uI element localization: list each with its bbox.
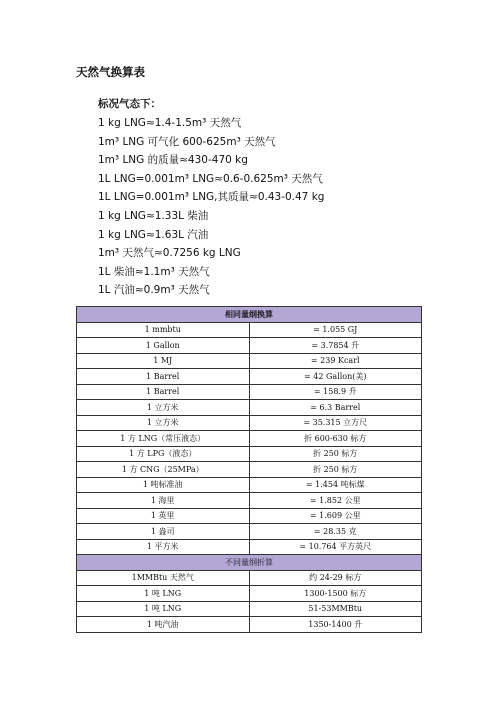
table-row — [77, 446, 422, 462]
table-cell: 1 Barrel — [77, 369, 250, 385]
table-cell: 折 600-630 标方 — [249, 431, 422, 447]
table-cell: 1 立方米 — [77, 415, 250, 431]
table-row — [77, 369, 422, 385]
table-cell: = 42 Gallon(美) — [249, 369, 422, 385]
conversion-line: 1L LNG=0.001m³ LNG≈0.6-0.625m³ 天然气 — [98, 172, 323, 185]
conversion-line: 1m³ LNG 可气化 600-625m³ 天然气 — [98, 135, 276, 148]
table-row — [77, 539, 422, 555]
table-cell: 1 海里 — [77, 493, 250, 509]
table-cell: 1 Barrel — [77, 384, 250, 400]
table-cell: 1 吨 LNG — [77, 601, 250, 617]
conversion-list — [98, 114, 324, 300]
conversion-line: 1 kg LNG≈1.4-1.5m³ 天然气 — [98, 117, 242, 129]
table-row — [77, 415, 422, 431]
table-row — [77, 524, 422, 540]
table-cell: = 3.7854 升 — [249, 338, 422, 354]
table-row — [77, 493, 422, 509]
conversion-line: 1 kg LNG≈1.63L 汽油 — [98, 228, 209, 241]
table-cell: 1 英里 — [77, 508, 250, 524]
table-row — [77, 431, 422, 447]
table-row — [77, 400, 422, 416]
conversion-table — [76, 306, 422, 633]
section-header-different-dimension: 不同量纲折算 — [77, 555, 422, 571]
table-cell: 1 mmbtu — [77, 322, 250, 338]
table-cell: 折 250 标方 — [249, 462, 422, 478]
table-row — [77, 462, 422, 478]
table-cell: 1 方 CNG（25MPa） — [77, 462, 250, 478]
conversion-line: 1L LNG=0.001m³ LNG,其质量≈0.43-0.47 kg — [98, 191, 325, 204]
table-cell: 1 盎司 — [77, 524, 250, 540]
table-cell: = 239 Kcarl — [249, 353, 422, 369]
table-cell: 1300-1500 标方 — [249, 586, 422, 602]
table-cell: = 1.852 公里 — [249, 493, 422, 509]
table-row — [77, 508, 422, 524]
conditions-subtitle: 标况气态下： — [98, 98, 161, 110]
document-title: 天然气换算表 — [76, 65, 145, 79]
table-cell: = 1.055 GJ — [249, 322, 422, 338]
table-header-row — [77, 307, 422, 323]
table-row — [77, 586, 422, 602]
table-row — [77, 353, 422, 369]
table-cell: 1 方 LPG（液态） — [77, 446, 250, 462]
table-cell: = 1.609 公里 — [249, 508, 422, 524]
table-row — [77, 338, 422, 354]
table-row — [77, 322, 422, 338]
table-cell: 51-53MMBtu — [249, 601, 422, 617]
table-cell: 1 MJ — [77, 353, 250, 369]
table-cell: 1 立方米 — [77, 400, 250, 416]
table-cell: = 1.454 吨标煤 — [249, 477, 422, 493]
table-cell: = 35.315 立方尺 — [249, 415, 422, 431]
table-row — [77, 601, 422, 617]
table-header-row — [77, 555, 422, 571]
table-cell: 1 吨 LNG — [77, 586, 250, 602]
table-cell: 1 吨标准油 — [77, 477, 250, 493]
conversion-line: 1m³ LNG 的质量≈430-470 kg — [98, 154, 248, 167]
conversion-line: 1m³ 天然气≈0.7256 kg LNG — [98, 247, 241, 260]
table-cell: 1350-1400 升 — [249, 617, 422, 633]
table-cell: = 158.9 升 — [249, 384, 422, 400]
table-cell: = 28.35 克 — [249, 524, 422, 540]
table-cell: 1MMBtu 天然气 — [77, 570, 250, 586]
table-cell: 1 平方米 — [77, 539, 250, 555]
table-row — [77, 477, 422, 493]
table-row — [77, 617, 422, 633]
table-cell: 1 吨汽油 — [77, 617, 250, 633]
conversion-line: 1L 汽油≈0.9m³ 天然气 — [98, 284, 210, 297]
conversion-line: 1L 柴油≈1.1m³ 天然气 — [98, 265, 210, 278]
table-cell: 1 方 LNG（常压液态） — [77, 431, 250, 447]
table-cell: 折 250 标方 — [249, 446, 422, 462]
conversion-line: 1 kg LNG≈1.33L 柴油 — [98, 209, 209, 222]
table-row — [77, 384, 422, 400]
table-cell: 1 Gallon — [77, 338, 250, 354]
table-row — [77, 570, 422, 586]
table-cell: = 10.764 平方英尺 — [249, 539, 422, 555]
table-cell: 约 24-29 标方 — [249, 570, 422, 586]
section-header-same-dimension: 相同量纲换算 — [77, 307, 422, 323]
table-cell: = 6.3 Barrel — [249, 400, 422, 416]
